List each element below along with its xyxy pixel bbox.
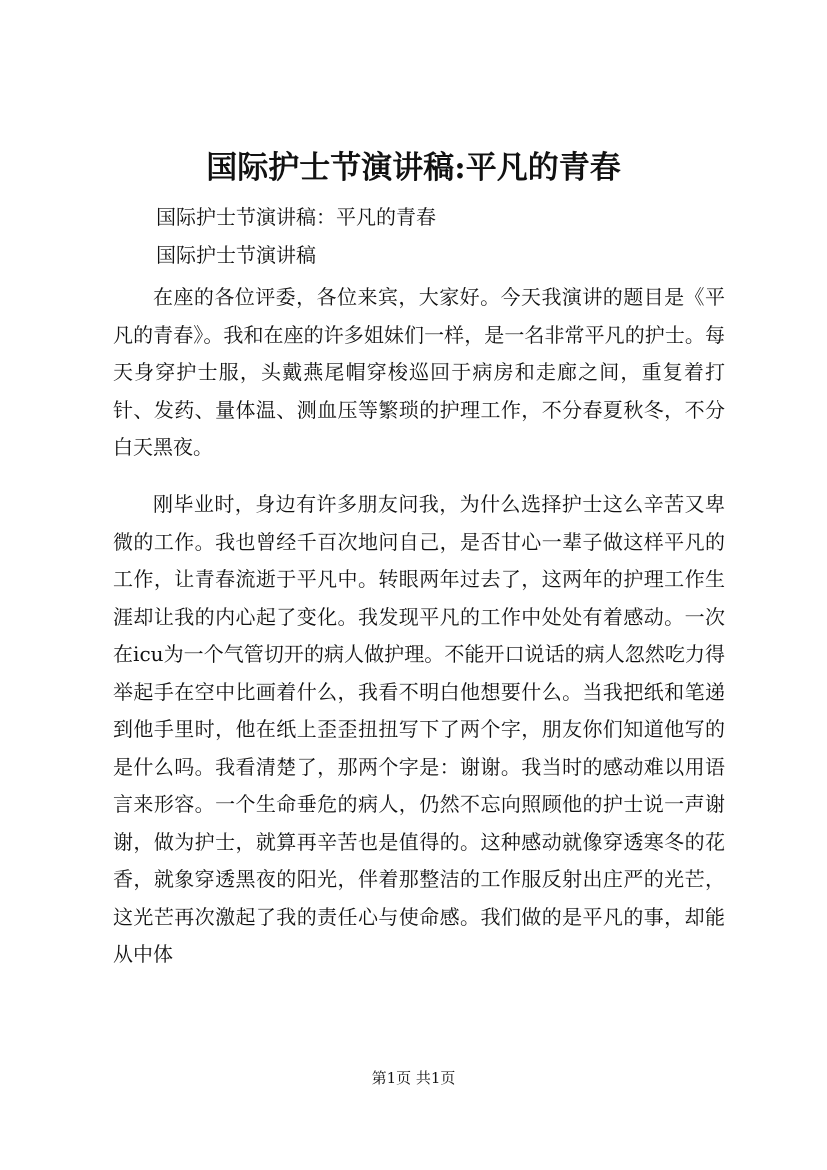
subtitle-line: 国际护士节演讲稿：平凡的青春 <box>156 205 436 229</box>
heading-line: 国际护士节演讲稿 <box>156 243 316 267</box>
document-title: 国际护士节演讲稿:平凡的青春 <box>206 150 621 186</box>
paragraph-2: 刚毕业时，身边有许多朋友问我，为什么选择护士这么辛苦又卑微的工作。我也曾经千百次地问自己，是否甘心一辈子做这样平凡的工作，让青春流逝于平凡中。转眼两年过去了，这两年的护理工作生涯却让我的内心起了变化。我发现平凡的工作中处处有着感动。一次在icu为一个气管切开的病人做护理。不能开口说话的病人忽然吃力得举起手在空中比画着什么，我看不明白他想要什么。当我把纸和笔递到他手里时，他在纸上歪歪扭扭写下了两个字，朋友你们知道他写的是什么吗。我看清楚了，那两个字是：谢谢。我当时的感动难以用语言来形容。一个生命垂危的病人，仍然不忘向照顾他的护士说一声谢谢，做为护士，就算再辛苦也是值得的。这种感动就像穿透寒冬的花香，就象穿透黑夜的阳光，伴着那整洁的工作服反射出庄严的光芒，这光芒再次激起了我的责任心与使命感。我们做的是平凡的事，却能从中体 <box>113 492 725 966</box>
page-footer: 第1页 共1页 <box>371 1069 456 1087</box>
paragraph-1: 在座的各位评委，各位来宾，大家好。今天我演讲的题目是《平凡的青春》。我和在座的许多姐妹们一样，是一名非常平凡的护士。每天身穿护士服，头戴燕尾帽穿梭巡回于病房和走廊之间，重复着打针、发药、量体温、测血压等繁琐的护理工作，不分春夏秋冬，不分白天黑夜。 <box>113 285 725 459</box>
